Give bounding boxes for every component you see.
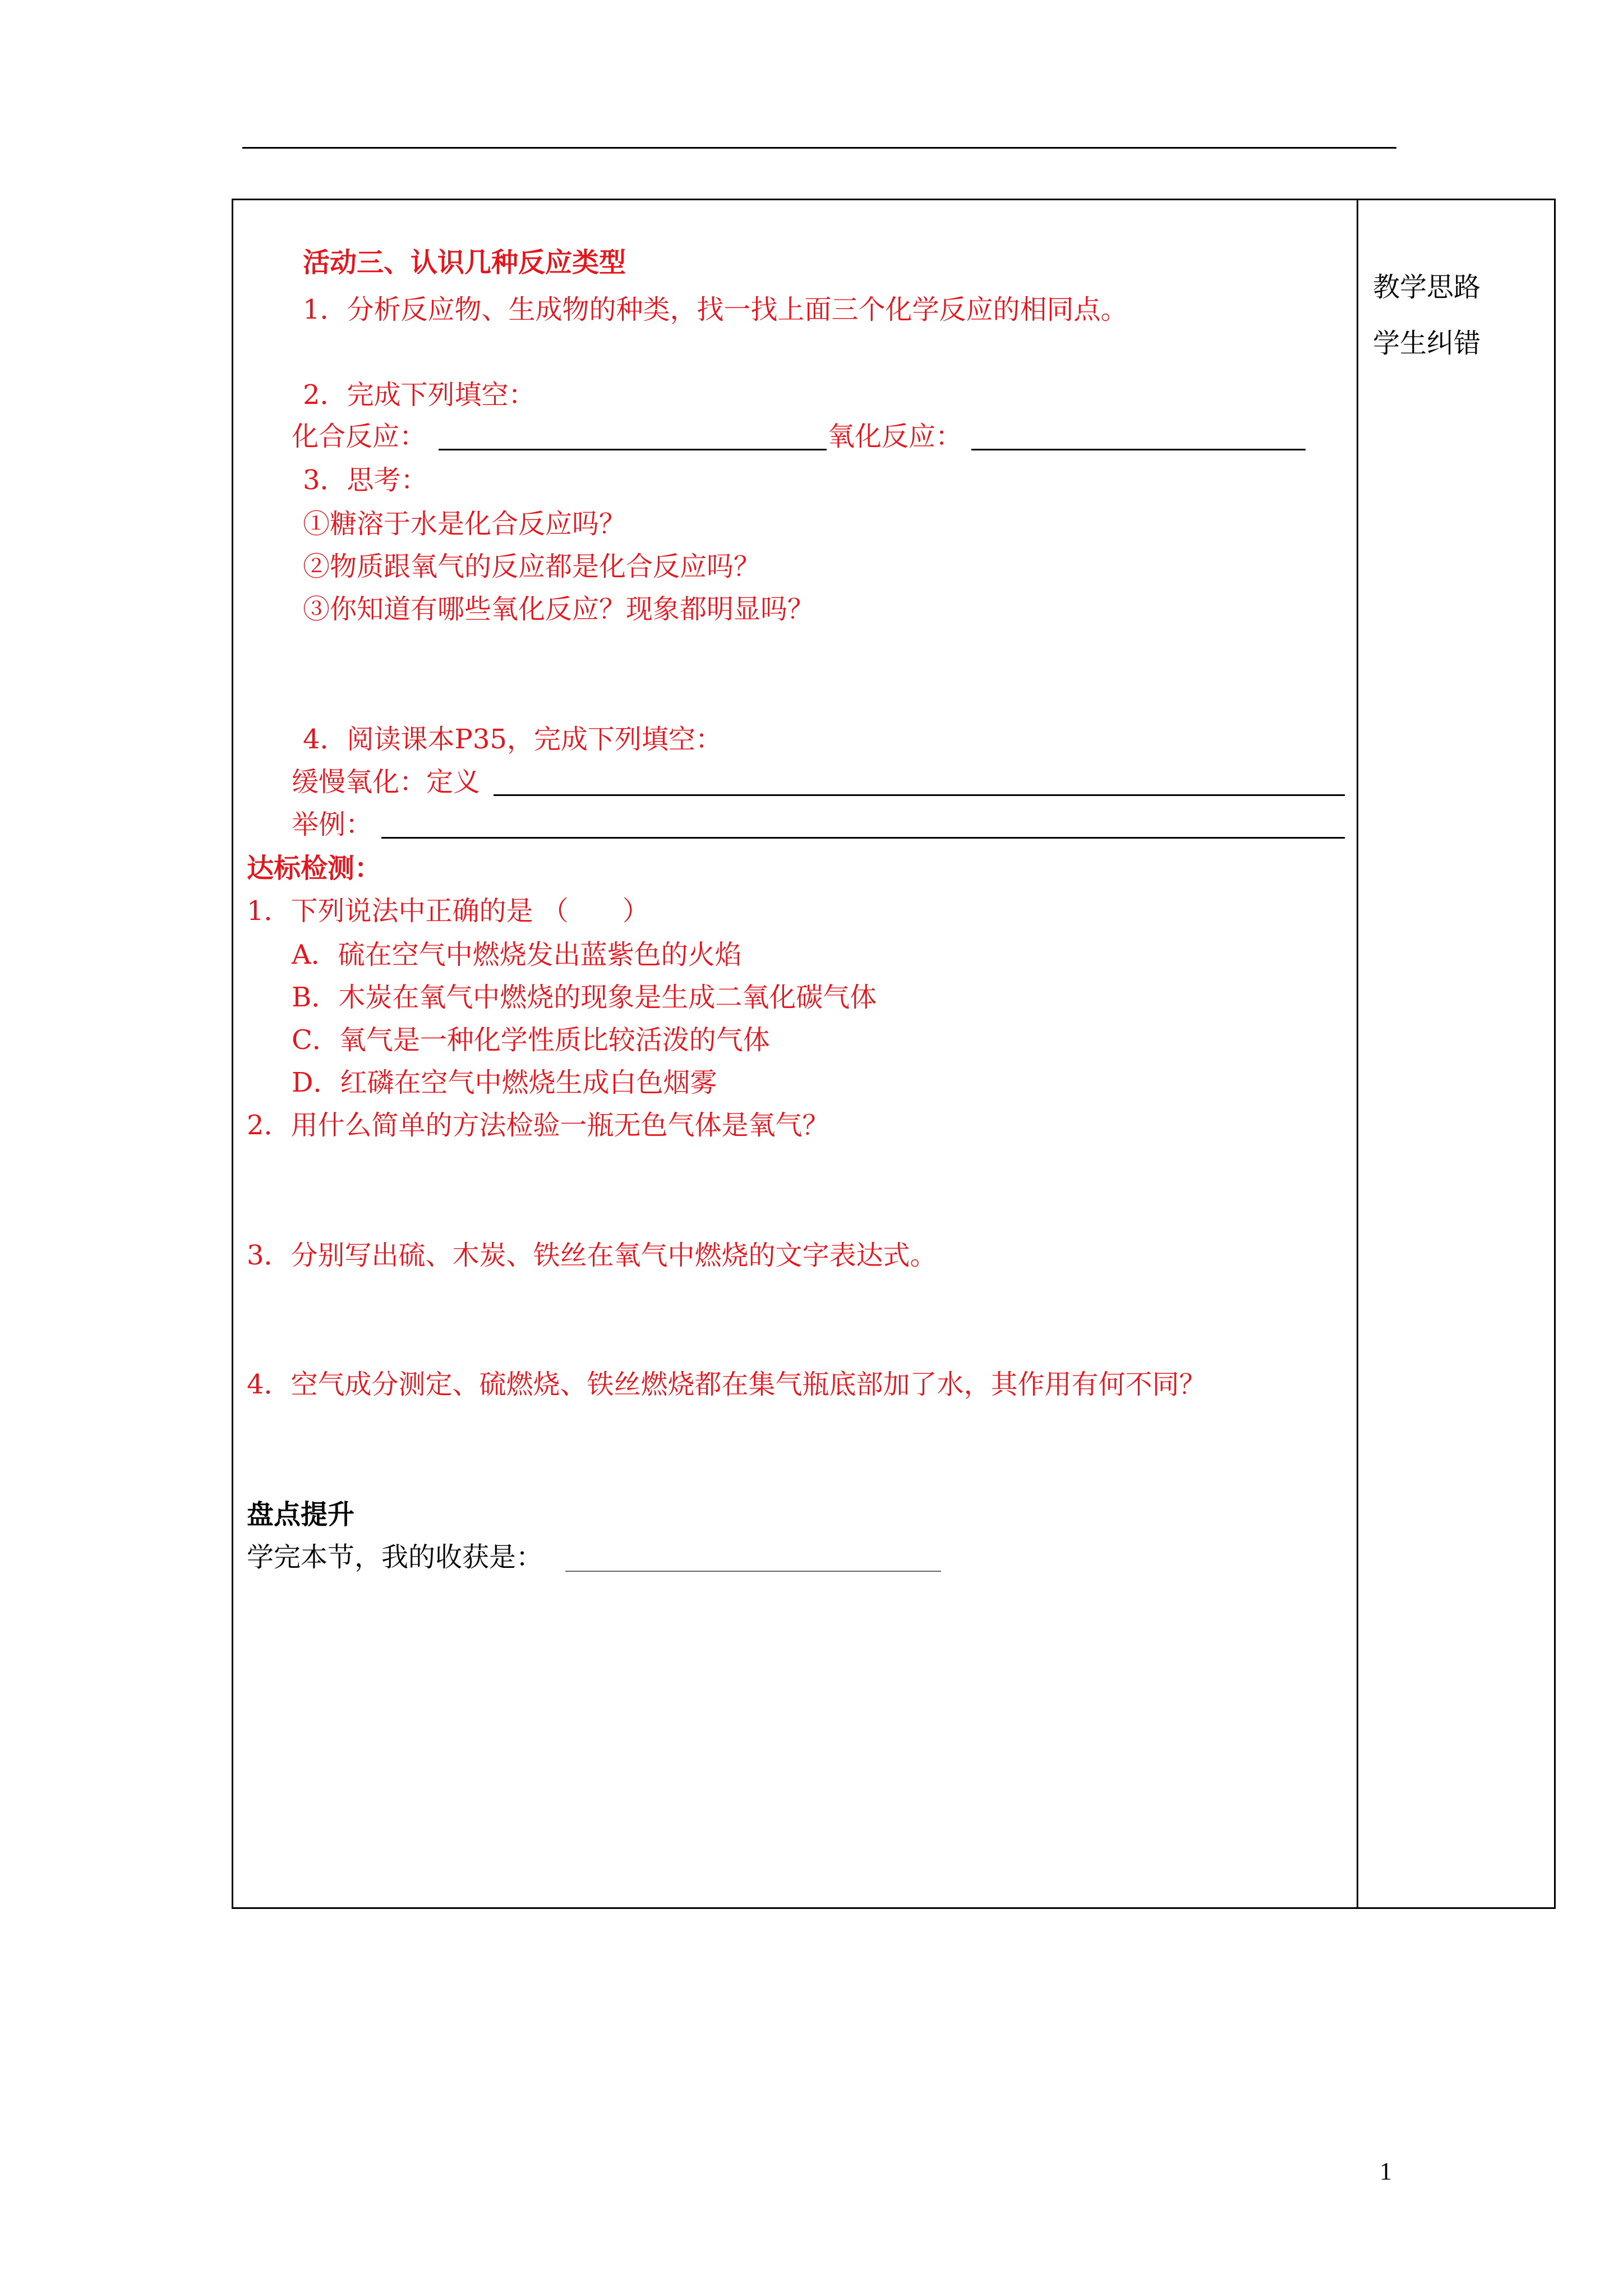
slow-oxidation-label: 缓慢氧化：定义 xyxy=(292,766,481,798)
think-item-1: ①糖溶于水是化合反应吗？ xyxy=(303,508,626,540)
side-teaching-ideas: 教学思路 xyxy=(1373,272,1481,303)
assessment-question-2: 2．用什么简单的方法检验一瓶无色气体是氧气？ xyxy=(247,1110,829,1141)
assessment-question-4: 4．空气成分测定、硫燃烧、铁丝燃烧都在集气瓶底部加了水，其作用有何不同？ xyxy=(247,1369,1206,1400)
activity-question-4: 4．阅读课本P35，完成下列填空： xyxy=(303,724,722,755)
activity-title: 活动三、认识几种反应类型 xyxy=(303,247,626,278)
combination-reaction-label: 化合反应： xyxy=(292,421,427,452)
option-b: B．木炭在氧气中燃烧的现象是生成二氧化碳气体 xyxy=(292,982,877,1013)
option-a: A．硫在空气中燃烧发出蓝紫色的火焰 xyxy=(292,939,742,970)
activity-question-1: 1．分析反应物、生成物的种类，找一找上面三个化学反应的相同点。 xyxy=(303,294,1128,325)
oxidation-reaction-blank xyxy=(971,449,1306,450)
assessment-question-1: 1．下列说法中正确的是 （ ） xyxy=(247,895,649,927)
side-error-correction: 学生纠错 xyxy=(1373,328,1481,359)
summary-blank xyxy=(565,1571,941,1572)
combination-reaction-blank xyxy=(439,449,827,450)
assessment-question-3: 3．分别写出硫、木炭、铁丝在氧气中燃烧的文字表达式。 xyxy=(247,1240,937,1271)
page-number: 1 xyxy=(1380,2157,1392,2185)
column-divider xyxy=(1357,199,1358,1909)
summary-heading: 盘点提升 xyxy=(247,1499,355,1530)
activity-question-3: 3．思考： xyxy=(303,464,428,496)
option-c: C．氧气是一种化学性质比较活泼的气体 xyxy=(292,1024,770,1056)
example-blank xyxy=(381,837,1345,839)
option-d: D．红磷在空气中燃烧生成白色烟雾 xyxy=(292,1067,717,1098)
activity-question-2: 2．完成下列填空： xyxy=(303,379,536,411)
oxidation-reaction-label: 氧化反应： xyxy=(828,421,963,452)
slow-oxidation-blank xyxy=(494,794,1345,796)
example-label: 举例： xyxy=(292,809,373,840)
think-item-2: ②物质跟氧气的反应都是化合反应吗？ xyxy=(303,551,761,582)
think-item-3: ③你知道有哪些氧化反应？现象都明显吗？ xyxy=(303,593,815,625)
header-rule xyxy=(242,147,1396,149)
summary-text: 学完本节，我的收获是： xyxy=(247,1542,543,1573)
assessment-heading: 达标检测： xyxy=(247,853,382,884)
